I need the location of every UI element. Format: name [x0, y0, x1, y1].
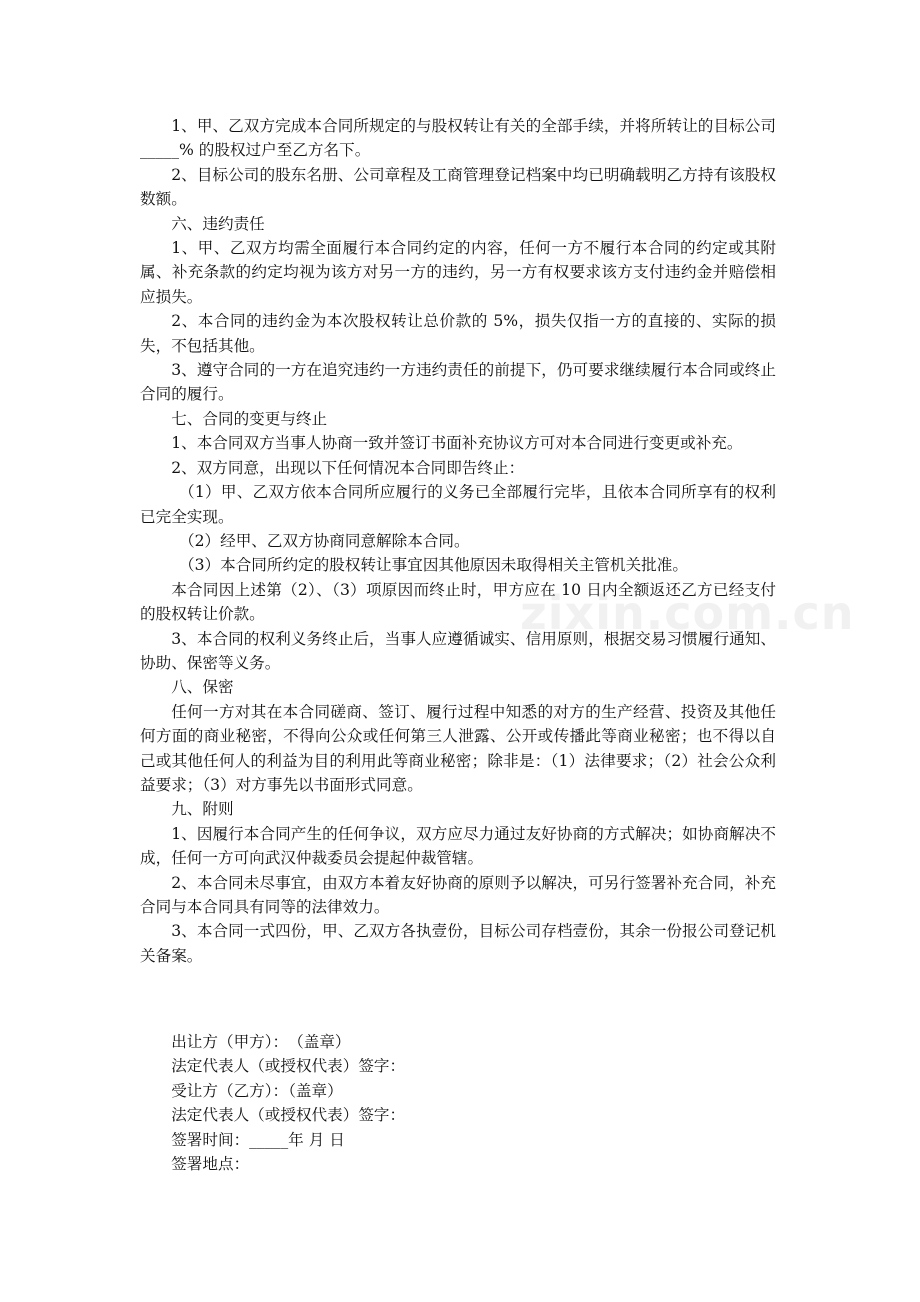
- clause-change-2: 2、双方同意，出现以下任何情况本合同即告终止：: [171, 458, 525, 477]
- transferor-line: 出让方（甲方）： （盖章）: [171, 1033, 351, 1051]
- watermark: zixin.com.cn: [520, 586, 855, 640]
- transferor-representative-line: 法定代表人（或授权代表）签字：: [171, 1057, 406, 1076]
- clause-change-1: 1、本合同双方当事人协商一致并签订书面补充协议方可对本合同进行变更或补充。: [171, 434, 743, 453]
- clause-transfer-completion: 1、甲、乙双方完成本合同所规定的与股权转让有关的全部手续，并将所转让的目标公司_____% 的股权过户至乙方名下。: [140, 117, 776, 160]
- clause-liability-2: 2、本合同的违约金为本次股权转让总价款的 5%，损失仅指一方的直接的、实际的损失，不包括其他。: [140, 312, 776, 355]
- contract-body: [140, 114, 776, 968]
- clause-supplementary-3: 3、本合同一式四份，甲、乙双方各执壹份，目标公司存档壹份，其余一份报公司登记机关备案。: [140, 922, 776, 965]
- clause-supplementary-1: 1、因履行本合同产生的任何争议，双方应尽力通过友好协商的方式解决；如协商解决不成，任何一方可向武汉仲裁委员会提起仲裁管辖。: [140, 824, 776, 868]
- clause-confidentiality: 任何一方对其在本合同磋商、签订、履行过程中知悉的对方的生产经营、投资及其他任何方面的商业秘密，不得向公众或任何第三人泄露、公开或传播此等商业秘密；也不得以自己或其他任何人的利益为目的利用此等商业秘密；除非是：（1）法律要求；（2）社会公众利益要求；（3）对方事先以书面形式同意。: [140, 702, 776, 794]
- clause-change-3: 3、本合同的权利义务终止后，当事人应遵循诚实、信用原则，根据交易习惯履行通知、协助、保密等义务。: [140, 629, 776, 672]
- clause-shareholder-register: 2、目标公司的股东名册、公司章程及工商管理登记档案中均已明确载明乙方持有该股权数额。: [140, 165, 776, 209]
- signing-date-line: 签署时间：_____年 月 日: [171, 1130, 345, 1149]
- section-heading-change-termination: 七、合同的变更与终止: [171, 409, 328, 428]
- section-heading-supplementary: 九、附则: [171, 800, 234, 819]
- transferee-representative-line: 法定代表人（或授权代表）签字：: [171, 1106, 406, 1125]
- clause-termination-item-3: （3）本合同所约定的股权转让事宜因其他原因未取得相关主管机关批准。: [179, 556, 688, 575]
- section-heading-liability: 六、违约责任: [171, 214, 265, 233]
- signing-place-line: 签署地点：: [171, 1155, 250, 1174]
- clause-liability-1: 1、甲、乙双方均需全面履行本合同约定的内容，任何一方不履行本合同的约定或其附属、补充条款的约定均视为该方对另一方的违约，另一方有权要求该方支付违约金并赔偿相应损失。: [140, 239, 776, 306]
- transferee-line: 受让方（乙方）：（盖章）: [171, 1081, 343, 1100]
- section-heading-confidentiality: 八、保密: [171, 678, 234, 697]
- clause-supplementary-2: 2、本合同未尽事宜，由双方本着友好协商的原则予以解决，可另行签署补充合同，补充合同与本合同具有同等的法律效力。: [140, 873, 776, 916]
- signature-block: [140, 1030, 776, 1176]
- clause-termination-item-2: （2）经甲、乙双方协商同意解除本合同。: [179, 531, 470, 550]
- clause-refund: 本合同因上述第（2）、（3）项原因而终止时，甲方应在 10 日内全额返还乙方已经支付的股权转让价款。: [140, 580, 776, 624]
- clause-liability-3: 3、遵守合同的一方在追究违约一方违约责任的前提下，仍可要求继续履行本合同或终止合同的履行。: [140, 361, 776, 404]
- clause-termination-item-1: （1）甲、乙双方依本合同所应履行的义务已全部履行完毕，且依本合同所享有的权利已完全实现。: [140, 483, 776, 526]
